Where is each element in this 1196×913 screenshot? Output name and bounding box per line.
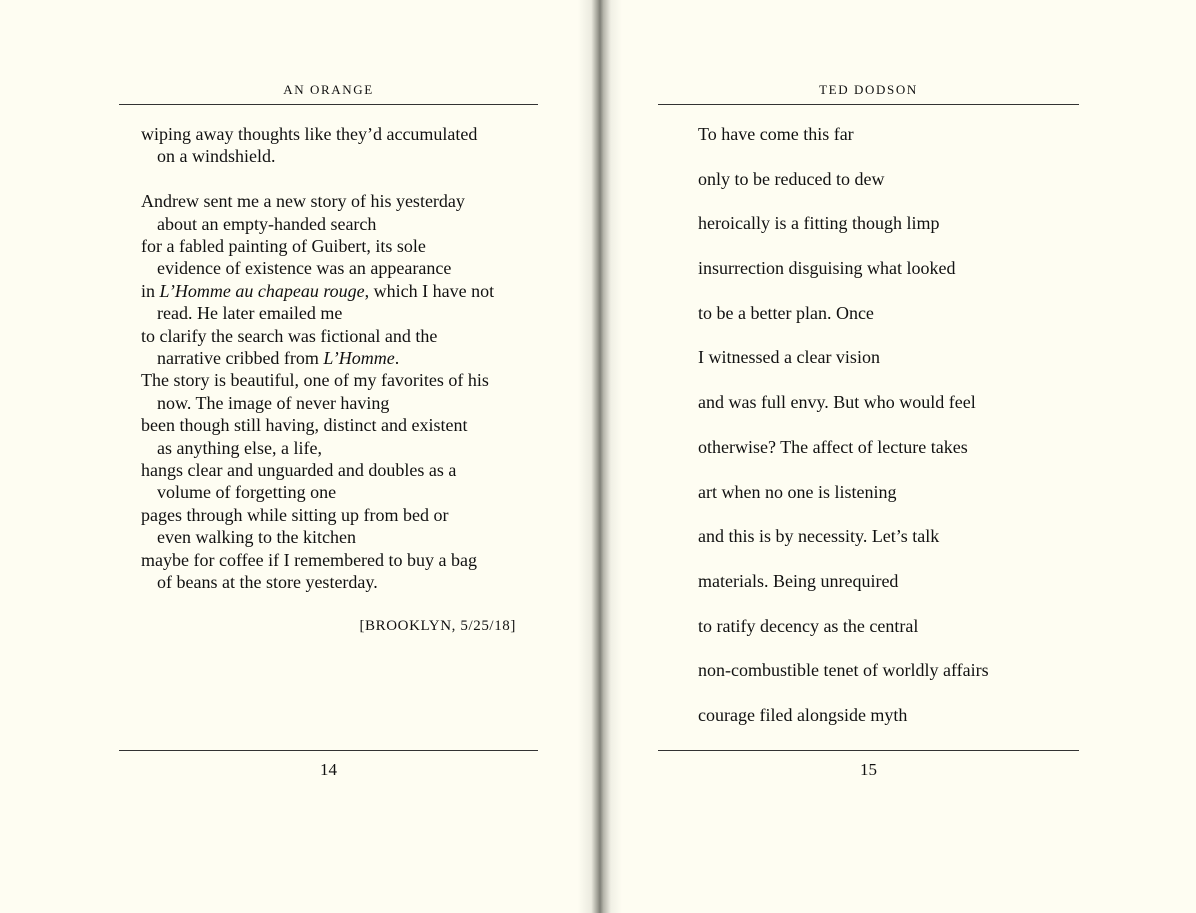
- poem-line: Andrew sent me a new story of his yesterday: [141, 191, 465, 212]
- poem-line: otherwise? The affect of lecture takes: [698, 436, 968, 457]
- poem-text-right: [698, 123, 1098, 749]
- poem-line: for a fabled painting of Guibert, its sole: [141, 236, 426, 257]
- poem-line: and was full envy. But who would feel: [698, 392, 976, 413]
- poem-line: pages through while sitting up from bed or: [141, 504, 449, 525]
- right-page: [598, 0, 1196, 913]
- footer-rule-right: [658, 750, 1079, 751]
- poem-line: on a windshield.: [157, 146, 276, 167]
- poem-line: as anything else, a life,: [157, 437, 322, 458]
- page-number-right: 15: [860, 760, 877, 779]
- poem-line: even walking to the kitchen: [157, 527, 356, 548]
- poem-line: insurrection disguising what looked: [698, 258, 956, 279]
- book-title-italic: L’Homme au chapeau rouge: [159, 280, 365, 301]
- dateline: [BROOKLYN, 5/25/18]: [359, 618, 516, 634]
- poem-line: to be a better plan. Once: [698, 302, 874, 323]
- poem-line: maybe for coffee if I remembered to buy a bag: [141, 549, 478, 570]
- poem-line: evidence of existence was an appearance: [157, 258, 452, 279]
- book-gutter-shadow: [578, 0, 622, 913]
- poem-line: wiping away thoughts like they’d accumulated: [141, 124, 478, 144]
- poem-line: read. He later emailed me: [157, 303, 343, 324]
- footer-rule-left: [119, 750, 538, 751]
- poem-line: materials. Being unrequired: [698, 570, 899, 591]
- poem-line: in L’Homme au chapeau rouge, which I have not: [141, 280, 495, 301]
- book-title-italic: L’Homme: [323, 348, 395, 369]
- poem-line: I witnessed a clear vision: [698, 347, 880, 368]
- poem-line: to ratify decency as the central: [698, 615, 919, 636]
- running-head-right: TED DODSON: [658, 82, 1079, 105]
- poem-line: non-combustible tenet of worldly affairs: [698, 660, 989, 681]
- poem-line: to clarify the search was fictional and the: [141, 325, 438, 346]
- running-head-left: AN ORANGE: [119, 82, 538, 105]
- poem-line: heroically is a fitting though limp: [698, 213, 940, 234]
- page-number-left: 14: [320, 760, 337, 779]
- poem-line: now. The image of never having: [157, 392, 390, 413]
- poem-line: hangs clear and unguarded and doubles as a: [141, 460, 457, 481]
- poem-line: To have come this far: [698, 124, 854, 144]
- poem-line: The story is beautiful, one of my favorites of his: [141, 370, 489, 391]
- poem-line: and this is by necessity. Let’s talk: [698, 526, 940, 547]
- poem-line: been though still having, distinct and existent: [141, 415, 468, 436]
- stanza-break: [141, 168, 531, 190]
- poem-line: narrative cribbed from L’Homme.: [157, 348, 400, 369]
- poem-line: courage filed alongside myth: [698, 704, 908, 725]
- poem-line: about an empty-handed search: [157, 213, 377, 234]
- poem-line: volume of forgetting one: [157, 482, 337, 503]
- poem-text-left: [141, 123, 531, 594]
- poem-line: of beans at the store yesterday.: [157, 572, 378, 593]
- poem-line: art when no one is listening: [698, 481, 897, 502]
- poem-line: only to be reduced to dew: [698, 168, 885, 189]
